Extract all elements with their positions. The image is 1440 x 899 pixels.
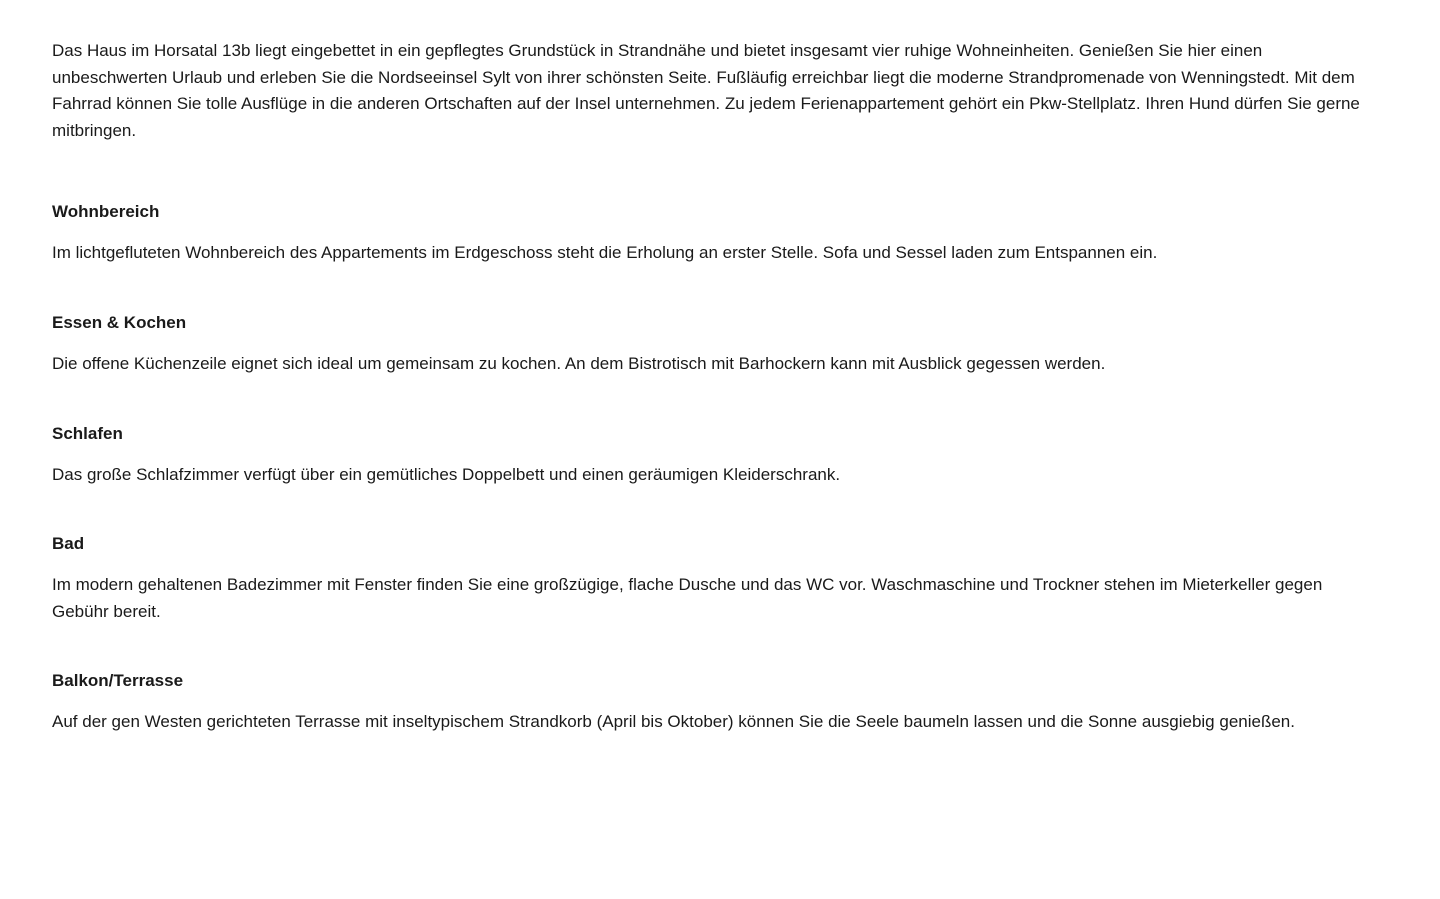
section-heading: Bad bbox=[52, 534, 85, 554]
section-heading: Essen & Kochen bbox=[52, 312, 187, 332]
section-schlafen bbox=[52, 421, 1382, 489]
section-wohnbereich bbox=[52, 199, 1382, 267]
section-heading: Wohnbereich bbox=[52, 202, 160, 222]
document-body bbox=[52, 38, 1382, 736]
section-text: Im lichtgefluteten Wohnbereich des Appartements im Erdgeschoss steht die Erholung an erster Stelle. Sofa und Sessel laden zum Entspannen ein. bbox=[52, 243, 1158, 263]
section-heading: Schlafen bbox=[52, 423, 123, 443]
section-text: Im modern gehaltenen Badezimmer mit Fenster finden Sie eine großzügige, flache Dusche und das WC vor. Waschmaschine und Trockner stehen im Mieterkeller gegen Gebühr bereit. bbox=[52, 575, 1323, 621]
section-text: Das große Schlafzimmer verfügt über ein gemütliches Doppelbett und einen geräumigen Kleiderschrank. bbox=[52, 464, 841, 484]
section-balkon-terrasse bbox=[52, 668, 1382, 736]
section-text: Die offene Küchenzeile eignet sich ideal um gemeinsam zu kochen. An dem Bistrotisch mit Barhockern kann mit Ausblick gegessen werden. bbox=[52, 353, 1106, 373]
section-text: Auf der gen Westen gerichteten Terrasse mit inseltypischem Strandkorb (April bis Oktober) können Sie die Seele baumeln lassen und die Sonne ausgiebig genießen. bbox=[52, 712, 1295, 732]
section-heading: Balkon/Terrasse bbox=[52, 671, 184, 691]
intro-paragraph: Das Haus im Horsatal 13b liegt eingebettet in ein gepflegtes Grundstück in Strandnähe und bietet insgesamt vier ruhige Wohneinheiten. Genießen Sie hier einen unbeschwerten Urlaub und erleben Sie die Nordseeinsel Sylt von ihrer schönsten Seite. Fußläufig erreichbar liegt die moderne Strandpromenade von Wenningstedt. Mit dem Fahrrad können Sie tolle Ausflüge in die anderen Ortschaften auf der Insel unternehmen. Zu jedem Ferienappartement gehört ein Pkw-Stellplatz. Ihren Hund dürfen Sie gerne mitbringen. bbox=[52, 41, 1360, 140]
section-essen-kochen bbox=[52, 310, 1382, 378]
section-bad bbox=[52, 531, 1382, 625]
